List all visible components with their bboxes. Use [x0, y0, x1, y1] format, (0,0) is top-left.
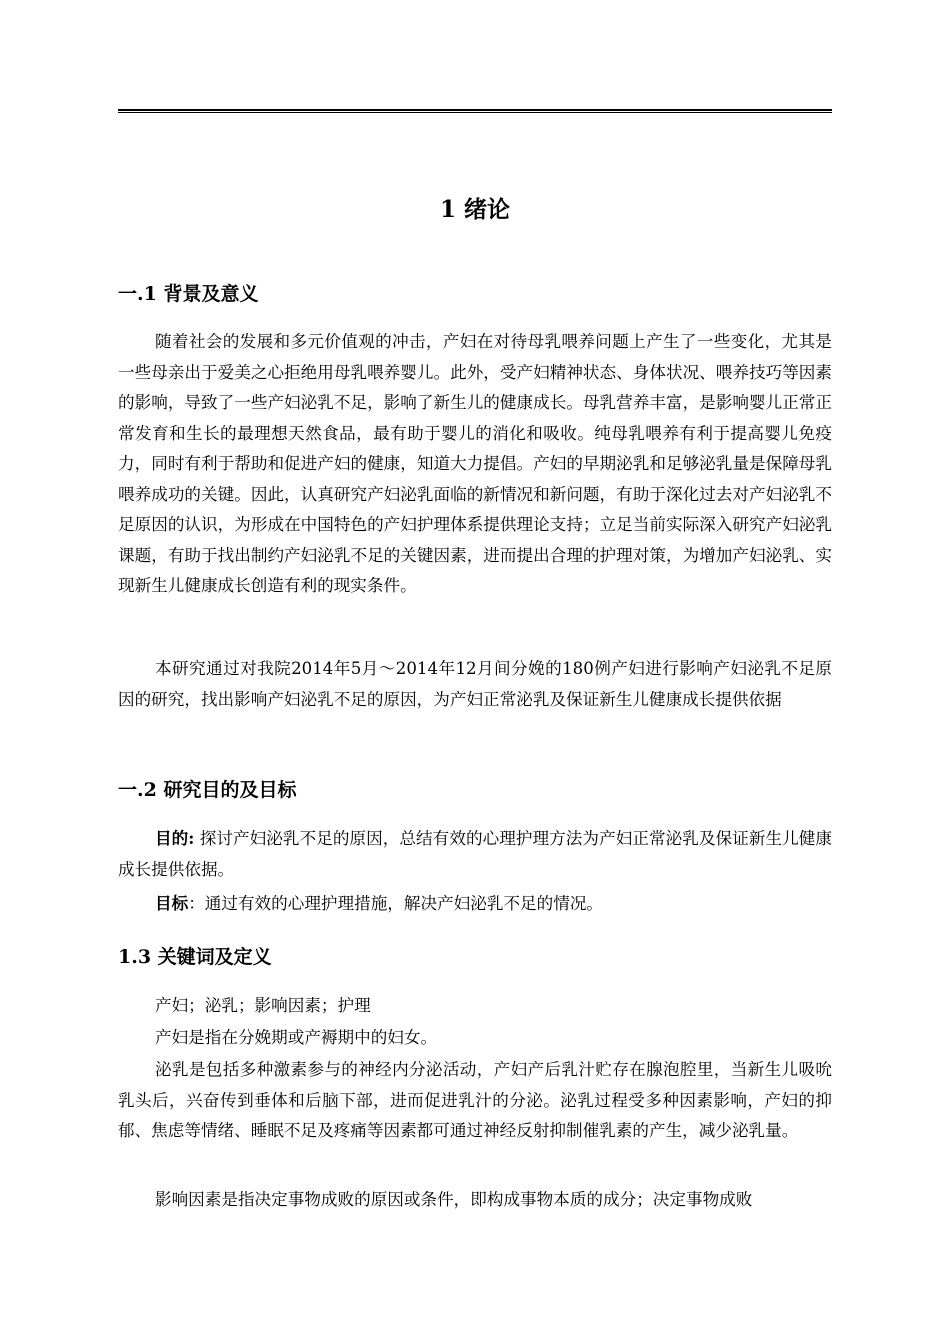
objective-label: 目的: — [155, 828, 195, 848]
goal-text: ：通过有效的心理护理措施，解决产妇泌乳不足的情况。 — [188, 894, 604, 913]
definition-maternal: 产妇是指在分娩期或产褥期中的妇女。 — [155, 1028, 438, 1047]
objective-text: 探讨产妇泌乳不足的原因，总结有效的心理护理方法为产妇正常泌乳及保证新生儿健康成长提供依据。 — [118, 829, 832, 879]
objective-paragraph — [118, 823, 832, 885]
background-paragraph-2: 本研究通过对我院2014年5月～2014年12月间分娩的180例产妇进行影响产妇泌乳不足原因的研究，找出影响产妇泌乳不足的原因，为产妇正常泌乳及保证新生儿健康成长提供依据 — [118, 659, 832, 709]
section-heading-background: 一.1 背景及意义 — [118, 283, 259, 305]
header-double-rule — [118, 109, 832, 113]
section-heading-keywords: 1.3 关键词及定义 — [118, 946, 272, 968]
goal-label: 目标 — [155, 893, 189, 913]
definition-lactation: 泌乳是包括多种激素参与的神经内分泌活动，产妇产后乳汁贮存在腺泡腔里，当新生儿吸吮乳头后，兴奋传到垂体和后脑下部，进而促进乳汁的分泌。泌乳过程受多种因素影响，产妇的抑郁、焦虑等情绪、睡眠不足及疼痛等因素都可通过神经反射抑制催乳素的产生，减少泌乳量。 — [118, 1060, 832, 1140]
section-heading-objectives: 一.2 研究目的及目标 — [118, 779, 297, 801]
chapter-title: 1 绪论 — [439, 196, 510, 223]
background-paragraph-1: 随着社会的发展和多元价值观的冲击，产妇在对待母乳喂养问题上产生了一些变化，尤其是一些母亲出于爱美之心拒绝用母乳喂养婴儿。此外，受产妇精神状态、身体状况、喂养技巧等因素的影响，导致了一些产妇泌乳不足，影响了新生儿的健康成长。母乳营养丰富，是影响婴儿正常正常发育和生长的最理想天然食品，最有助于婴儿的消化和吸收。纯母乳喂养有利于提高婴儿免疫力，同时有利于帮助和促进产妇的健康，知道大力提倡。产妇的早期泌乳和足够泌乳量是保障母乳喂养成功的关键。因此，认真研究产妇泌乳面临的新情况和新问题，有助于深化过去对产妇泌乳不足原因的认识，为形成在中国特色的产妇护理体系提供理论支持；立足当前实际深入研究产妇泌乳课题，有助于找出制约产妇泌乳不足的关键因素，进而提出合理的护理对策，为增加产妇泌乳、实现新生儿健康成长创造有利的现实条件。 — [118, 332, 832, 595]
goal-paragraph — [118, 888, 832, 920]
definition-influencing-factors: 影响因素是指决定事物成败的原因或条件，即构成事物本质的成分；决定事物成败 — [155, 1190, 753, 1209]
keywords-line: 产妇；泌乳；影响因素；护理 — [155, 996, 371, 1015]
